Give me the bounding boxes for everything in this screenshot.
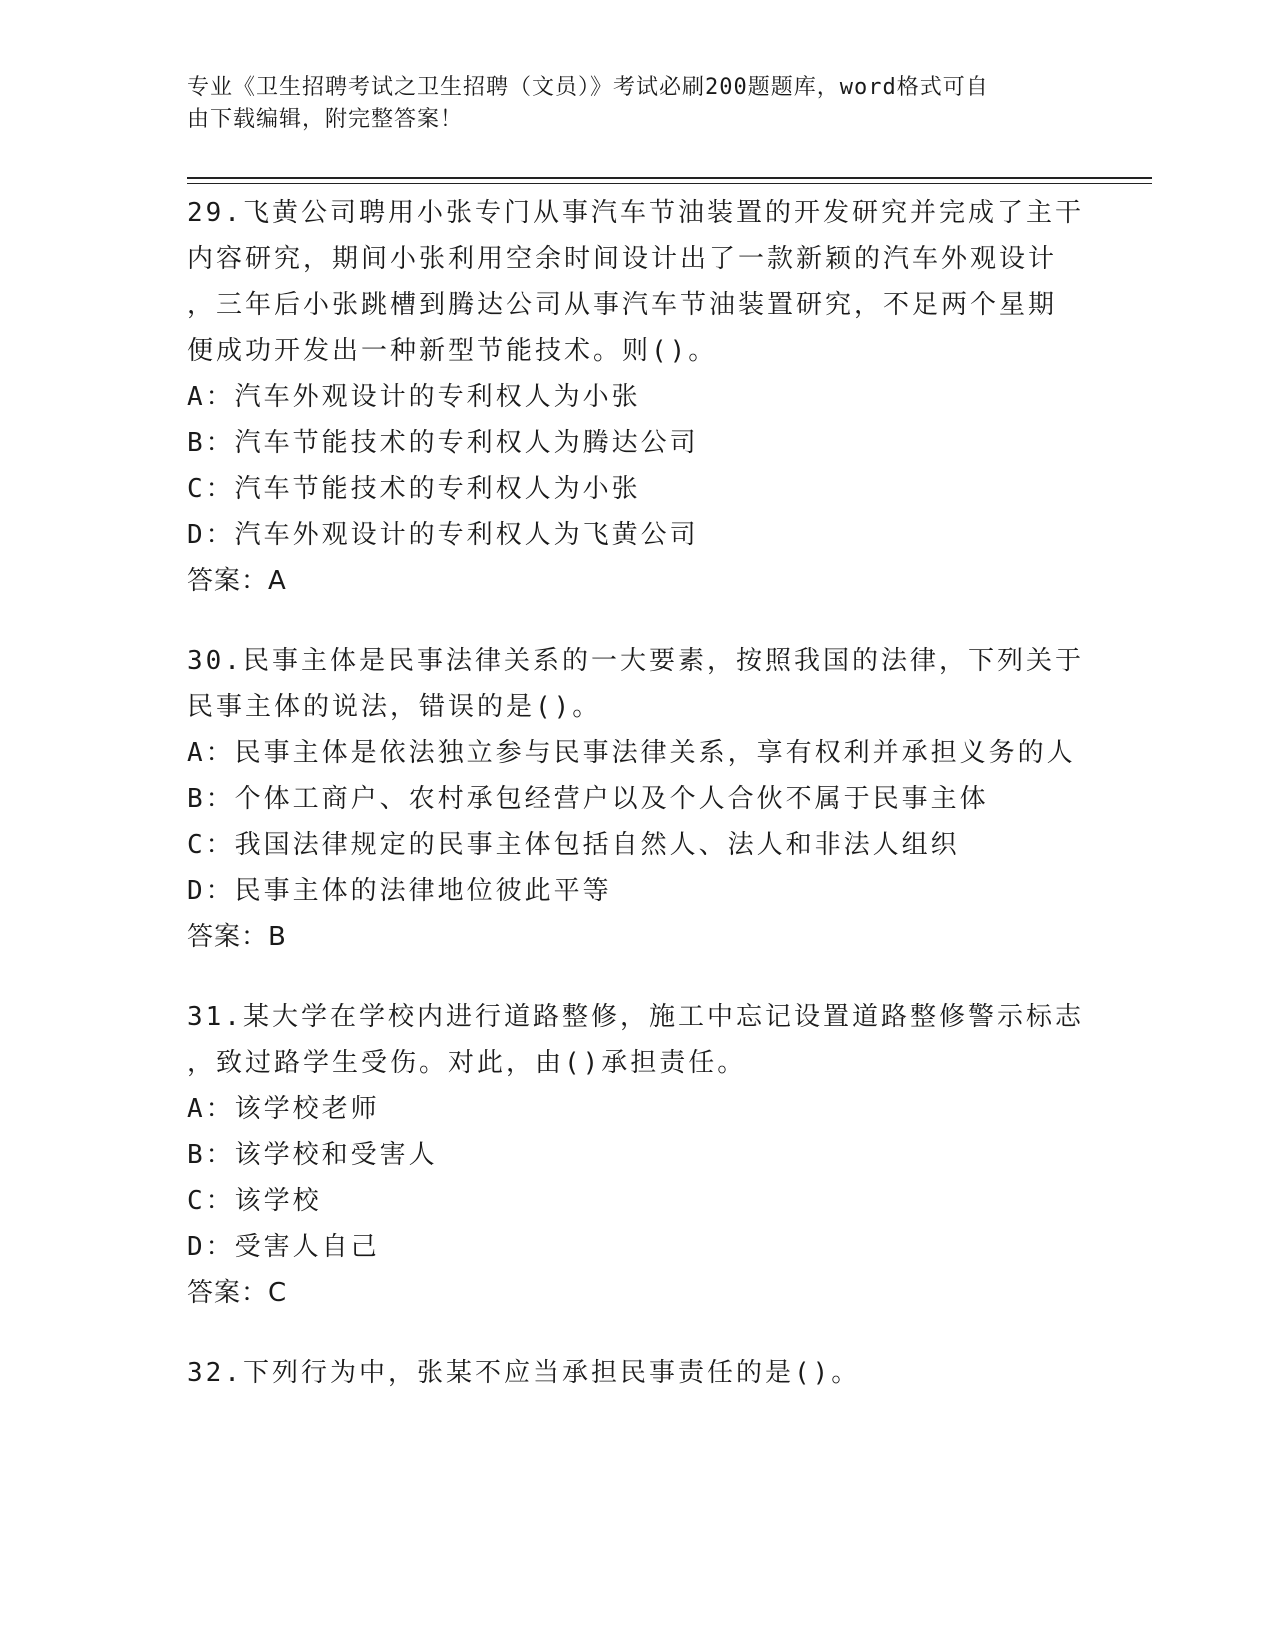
question-stem-line: 31.某大学在学校内进行道路整修，施工中忘记设置道路整修警示标志 (187, 1002, 1084, 1032)
question-stem-line: ，三年后小张跳槽到腾达公司从事汽车节油装置研究，不足两个星期 (187, 290, 1058, 320)
header-divider-thick (187, 177, 1152, 179)
question-stem-line: 32.下列行为中，张某不应当承担民事责任的是()。 (187, 1358, 861, 1388)
answer-line: 答案：C (187, 1278, 288, 1308)
option-a: A：该学校老师 (187, 1094, 380, 1124)
option-c: C：汽车节能技术的专利权人为小张 (187, 474, 641, 504)
question-stem-line: 内容研究，期间小张利用空余时间设计出了一款新颖的汽车外观设计 (187, 244, 1058, 274)
answer-line: 答案：A (187, 566, 287, 596)
option-a: A：汽车外观设计的专利权人为小张 (187, 382, 641, 412)
question-stem-line: 30.民事主体是民事法律关系的一大要素，按照我国的法律，下列关于 (187, 646, 1084, 676)
option-b: B：该学校和受害人 (187, 1140, 438, 1170)
question-list (187, 190, 1087, 1430)
question-32 (187, 1350, 1087, 1396)
question-29 (187, 190, 1087, 604)
question-30 (187, 638, 1087, 960)
header-note-line-2: 由下载编辑，附完整答案！ (187, 107, 464, 132)
option-b: B：个体工商户、农村承包经营户以及个人合伙不属于民事主体 (187, 784, 989, 814)
answer-line: 答案：B (187, 922, 287, 952)
header-note-line-1: 专业《卫生招聘考试之卫生招聘（文员）》考试必刷200题题库，word格式可自 (187, 75, 989, 100)
question-stem-line: 29.飞黄公司聘用小张专门从事汽车节油装置的开发研究并完成了主干 (187, 198, 1084, 228)
option-b: B：汽车节能技术的专利权人为腾达公司 (187, 428, 699, 458)
header-divider-thin (187, 183, 1152, 184)
option-d: D：汽车外观设计的专利权人为飞黄公司 (187, 520, 699, 550)
header-note (187, 72, 1067, 136)
question-stem-line: 民事主体的说法，错误的是()。 (187, 692, 602, 722)
option-a: A：民事主体是依法独立参与民事法律关系，享有权利并承担义务的人 (187, 738, 1076, 768)
option-c: C：我国法律规定的民事主体包括自然人、法人和非法人组织 (187, 830, 960, 860)
question-31 (187, 994, 1087, 1316)
option-d: D：受害人自己 (187, 1232, 380, 1262)
question-stem-line: ，致过路学生受伤。对此，由()承担责任。 (187, 1048, 747, 1078)
option-d: D：民事主体的法律地位彼此平等 (187, 876, 612, 906)
option-c: C：该学校 (187, 1186, 322, 1216)
question-stem-line: 便成功开发出一种新型节能技术。则()。 (187, 336, 718, 366)
